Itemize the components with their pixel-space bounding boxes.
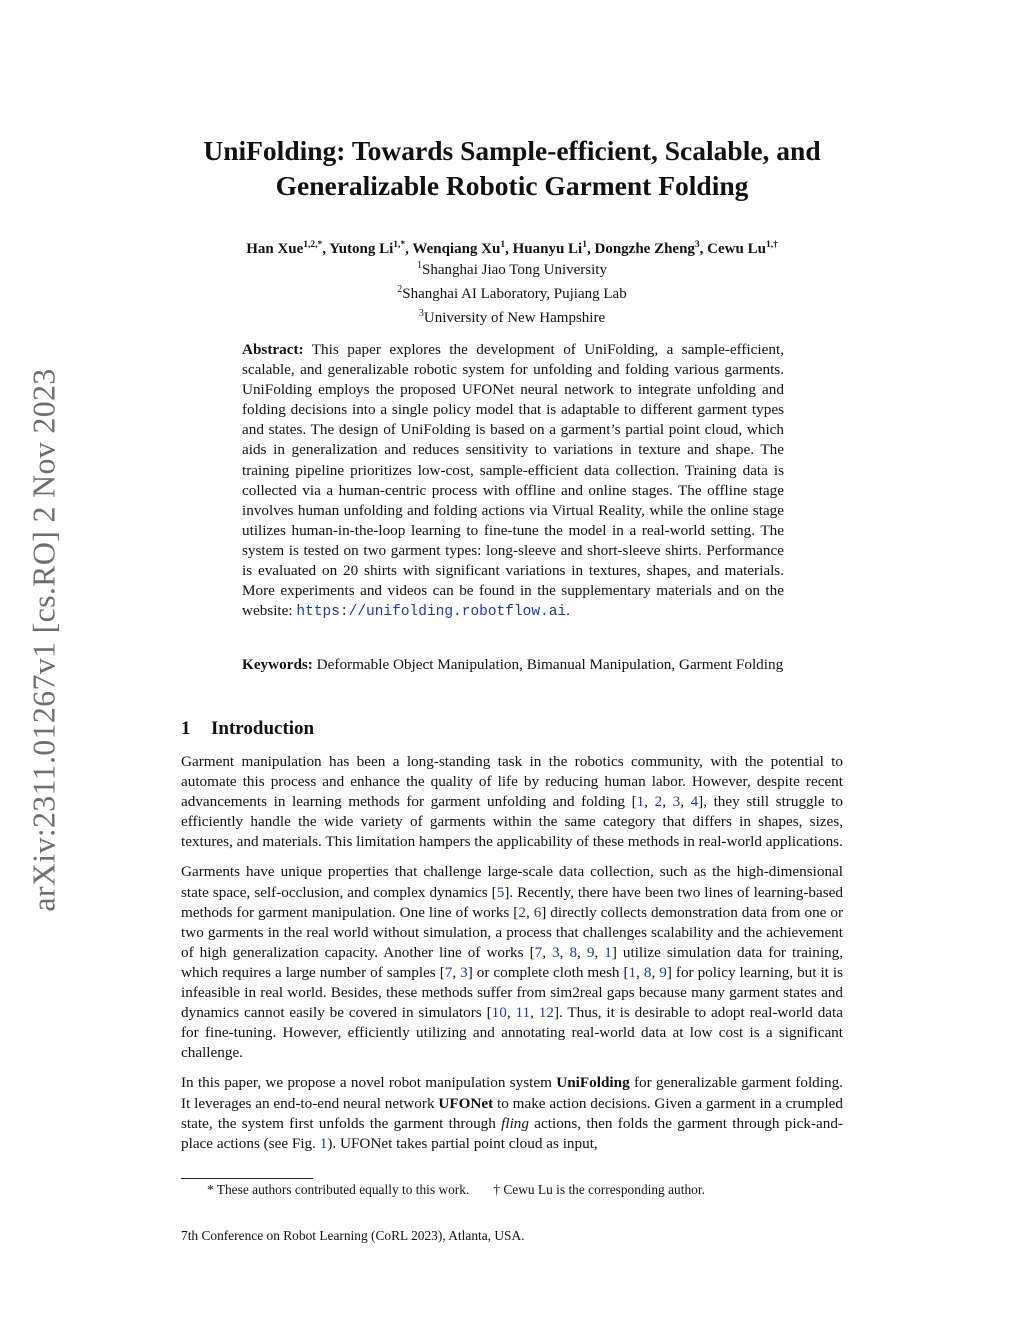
affiliation: $^2$Shanghai AI Laboratory, Pujiang Lab	[397, 284, 627, 302]
citation-link[interactable]: 9	[659, 963, 667, 981]
affiliation: $^1$Shanghai Jiao Tong University	[417, 260, 607, 278]
title-line-1: UniFolding: Towards Sample-efficient, Scalable, and	[203, 135, 821, 166]
author-affil-mark: 1,*	[393, 240, 406, 250]
footnote	[181, 1181, 843, 1199]
keywords-label: Keywords:	[242, 656, 313, 673]
author-affil-mark: 1,2,*	[303, 240, 323, 250]
title-line-2: Generalizable Robotic Garment Folding	[275, 170, 749, 201]
citation-link[interactable]: 3	[460, 963, 468, 981]
citation-link[interactable]: 1	[604, 943, 612, 961]
citation-link[interactable]: 8	[569, 943, 578, 961]
keywords	[242, 655, 784, 675]
author-name: Han Xue	[246, 241, 304, 257]
footnote-rule	[181, 1178, 313, 1179]
section-heading	[181, 718, 314, 740]
citation-link[interactable]: 7	[444, 963, 453, 981]
citation-link[interactable]: 2	[654, 793, 663, 811]
citation-link[interactable]: 8	[643, 963, 652, 981]
citation-link[interactable]: 7	[534, 943, 543, 961]
citation-link[interactable]: 12	[538, 1004, 554, 1022]
website-link[interactable]: https://unifolding.robotflow.ai	[296, 604, 567, 621]
footnote-corresponding: † Cewu Lu is the corresponding author.	[493, 1182, 705, 1197]
citation-link[interactable]: 4	[690, 793, 699, 811]
introduction-body	[181, 752, 843, 1164]
system-name: UniFolding	[556, 1074, 630, 1092]
citation-link[interactable]: 1	[636, 793, 645, 811]
citation-link[interactable]: 6	[533, 903, 542, 921]
network-name: UFONet	[438, 1094, 494, 1112]
author-name: Wenqiang Xu	[412, 241, 501, 257]
action-term: fling	[501, 1114, 529, 1132]
affiliation-list	[200, 256, 824, 328]
author-name: Cewu Lu	[707, 241, 766, 257]
author-affil-mark: 1	[500, 240, 506, 250]
citation-link[interactable]: 5	[496, 883, 505, 901]
citation-link[interactable]: 2	[518, 903, 526, 921]
section-number: 1	[181, 718, 191, 739]
author-affil-mark: 1,†	[765, 240, 778, 250]
keywords-text: Deformable Object Manipulation, Bimanual Manipulation, Garment Folding	[316, 656, 784, 673]
citation-link[interactable]: 10	[491, 1004, 507, 1022]
section-title: Introduction	[211, 718, 315, 739]
author-name: Huanyu Li	[512, 241, 583, 257]
footnote-equal-contribution: * These authors contributed equally to this work.	[207, 1182, 470, 1197]
citation-link[interactable]: 11	[515, 1004, 531, 1022]
affiliation: $^3$University of New Hampshire	[418, 308, 606, 326]
paper-title	[130, 133, 894, 203]
citation-link[interactable]: 1	[628, 963, 637, 981]
author-name: Dongzhe Zheng	[594, 241, 695, 257]
venue-note: 7th Conference on Robot Learning (CoRL 2023), Atlanta, USA.	[181, 1228, 525, 1243]
author-affil-mark: 1	[582, 240, 587, 250]
abstract-label: Abstract:	[242, 341, 304, 358]
paragraph: Garments have unique properties that challenge large-scale data collection, such as the high-dimensional state space, self-occlusion, and complex dynamics [5]. Recently, there have been two lines of learning-based methods for garment manipulation. One line of works [2, 6] directly collects demonstration data from one or two garments in the real world without simulation, a process that challenges scalability and the achievement of high generalization capacity. Another line of works [7, 3, 8, 9, 1] utilize simulation data for training, which requires a large number of samples [7, 3] or complete cloth mesh [1, 8, 9] for policy learning, but it is infeasible in real world. Besides, these methods suffer from sim2real gaps because many garment states and dynamics cannot easily be covered in simulators [10, 11, 12]. Thus, it is desirable to adopt real-world data for fine-tuning. However, efficiently utilizing and annotating real-world data at low cost is a significant challenge.	[181, 863, 844, 1062]
figure-link[interactable]: 1	[319, 1134, 328, 1152]
paragraph: In this paper, we propose a novel robot manipulation system UniFolding for generalizable garment folding. It leverages an end-to-end neural network UFONet to make action decisions. Given a garment in a crumpled state, the system first unfolds the garment through fling actions, then folds the garment through pick-and-place actions (see Fig. 1). UFONet takes partial point cloud as input,	[181, 1074, 844, 1152]
author-name: Yutong Li	[329, 241, 394, 257]
abstract: Abstract: This paper explores the development of UniFolding, a sample-efficient, scalable, and generalizable robotic system for unfolding and folding various garments. UniFolding employs the proposed UFONet neural network to integrate unfolding and folding decisions into a single policy model that is adaptable to different garment types and states. The design of UniFolding is based on a garment’s partial point cloud, which aids in generalization and reduces sensitivity to variations in texture and shape. The training pipeline prioritizes low-cost, sample-efficient data collection. Training data is collected via a human-centric process with offline and online stages. The offline stage involves human unfolding and folding actions via Virtual Reality, while the online stage utilizes human-in-the-loop learning to fine-tune the model in a real-world setting. The system is tested on two garment types: long-sleeve and short-sleeve shirts. Performance is evaluated on 20 shirts with significant variations in textures, shapes, and materials. More experiments and videos can be found in the supplementary materials and on the website: https://unifolding.robotflow.ai.	[242, 341, 784, 621]
arxiv-id: arXiv:2311.01267v1 [cs.RO] 2 Nov 2023	[25, 368, 62, 912]
citation-link[interactable]: 3	[552, 943, 560, 961]
paragraph: Garment manipulation has been a long-standing task in the robotics community, with the potential to automate this process and enhance the quality of life by reducing human labor. However, despite recent advancements in learning methods for garment unfolding and folding [1, 2, 3, 4], they still struggle to efficiently handle the wide variety of garments within the same category that differs in shapes, sizes, textures, and materials. This limitation hampers the applicability of these methods in real-world applications.	[181, 753, 843, 851]
author-affil-mark: 3	[694, 240, 700, 250]
citation-link[interactable]: 9	[586, 943, 595, 961]
citation-link[interactable]: 3	[672, 793, 681, 811]
author-list: Han Xue$^{1,2,*}$, Yutong $Li^{1,*}$, Wenqiang Xu$^1$, Huanyu Li$^1$, Dongzhe Zheng$^3$, Cewu $Lu^{1,\dagger}$	[246, 240, 778, 257]
abstract-text: This paper explores the development of UniFolding, a sample-efficient, scalable, and generalizable robotic system for unfolding and folding various garments. UniFolding employs the proposed UFONet neural network to integrate unfolding and folding decisions into a single policy model that is adaptable to different garment types and states. The design of UniFolding is based on a garment’s partial point cloud, which aids in generalization and reduces sensitivity to variations in texture and shape. The training pipeline prioritizes low-cost, sample-efficient data collection. Training data is collected via a human-centric process with offline and online stages. The offline stage involves human unfolding and folding actions via Virtual Reality, while the online stage utilizes human-in-the-loop learning to fine-tune the model in a real-world setting. The system is tested on two garment types: long-sleeve and short-sleeve shirts. Performance is evaluated on 20 shirts with significant variations in textures, shapes, and materials. More experiments and videos can be found in the supplementary materials and on the website:	[242, 341, 784, 620]
